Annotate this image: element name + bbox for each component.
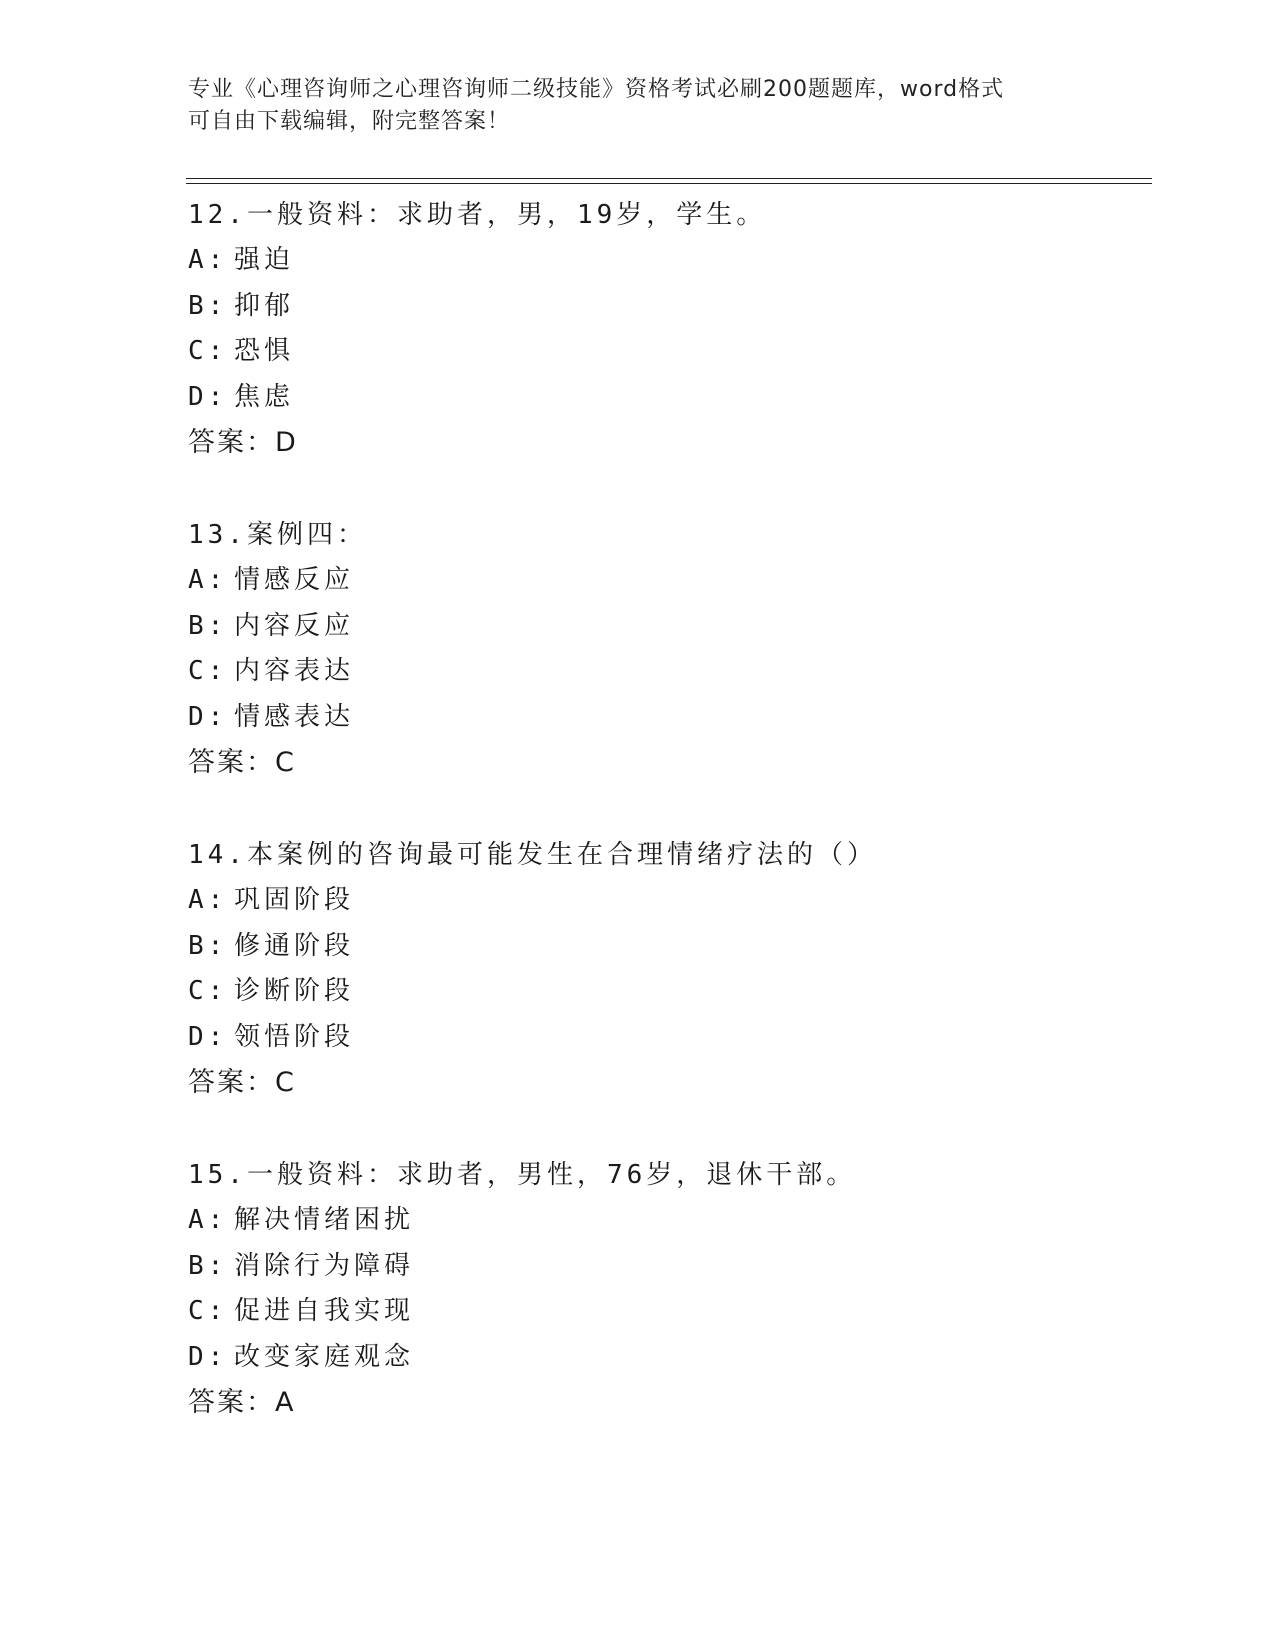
option-letter: D:	[188, 1341, 228, 1372]
option-text: 内容反应	[234, 610, 355, 641]
option-c	[188, 649, 1148, 695]
question-stem: 12.一般资料：求助者，男，19岁，学生。	[188, 200, 767, 230]
option-a	[188, 558, 1148, 604]
option-b	[188, 284, 1148, 330]
answer-line: 答案：C	[188, 1067, 296, 1098]
option-b	[188, 1244, 1148, 1290]
header-divider-bottom	[186, 183, 1152, 184]
option-letter: D:	[188, 1021, 228, 1052]
question-list	[188, 192, 1148, 1472]
option-text: 恐惧	[234, 336, 295, 366]
question-14	[188, 832, 1148, 1106]
option-d	[188, 1335, 1148, 1381]
option-letter: A:	[188, 885, 228, 915]
option-text: 强迫	[234, 245, 295, 275]
option-text: 内容表达	[234, 656, 355, 686]
option-text: 修通阶段	[234, 930, 355, 961]
option-a	[188, 238, 1148, 284]
option-letter: B:	[188, 610, 228, 641]
option-d	[188, 695, 1148, 741]
option-text: 情感表达	[234, 701, 355, 732]
option-d	[188, 1015, 1148, 1061]
option-text: 消除行为障碍	[234, 1250, 415, 1281]
option-text: 抑郁	[234, 290, 295, 321]
option-text: 巩固阶段	[234, 885, 355, 915]
option-b	[188, 924, 1148, 970]
option-letter: D:	[188, 701, 228, 732]
option-text: 改变家庭观念	[234, 1341, 415, 1372]
header-line-1: 专业《心理咨询师之心理咨询师二级技能》资格考试必刷200题题库，word格式	[188, 77, 1005, 102]
option-letter: C:	[188, 976, 228, 1006]
question-12	[188, 192, 1148, 466]
question-15	[188, 1152, 1148, 1426]
option-letter: C:	[188, 656, 228, 686]
option-c	[188, 329, 1148, 375]
question-stem: 14.本案例的咨询最可能发生在合理情绪疗法的（）	[188, 840, 877, 870]
document-header	[188, 74, 1068, 138]
header-line-2: 可自由下载编辑，附完整答案！	[188, 109, 511, 134]
option-c	[188, 969, 1148, 1015]
option-c	[188, 1289, 1148, 1335]
question-stem: 13.案例四：	[188, 520, 367, 550]
question-13	[188, 512, 1148, 786]
option-letter: C:	[188, 336, 228, 366]
option-letter: D:	[188, 381, 228, 412]
header-divider-top	[186, 178, 1152, 179]
option-b	[188, 604, 1148, 650]
option-letter: C:	[188, 1296, 228, 1326]
option-letter: B:	[188, 290, 228, 321]
answer-line: 答案：C	[188, 747, 296, 778]
option-a	[188, 878, 1148, 924]
option-text: 解决情绪困扰	[234, 1205, 415, 1235]
option-letter: A:	[188, 245, 228, 275]
option-text: 领悟阶段	[234, 1021, 355, 1052]
option-letter: A:	[188, 565, 228, 595]
option-letter: B:	[188, 930, 228, 961]
option-d	[188, 375, 1148, 421]
option-letter: B:	[188, 1250, 228, 1281]
option-text: 焦虑	[234, 381, 295, 412]
option-text: 促进自我实现	[234, 1296, 415, 1326]
option-text: 情感反应	[234, 565, 355, 595]
question-stem: 15.一般资料：求助者，男性，76岁，退休干部。	[188, 1160, 857, 1190]
answer-line: 答案：D	[188, 427, 298, 458]
option-text: 诊断阶段	[234, 976, 355, 1006]
answer-line: 答案：A	[188, 1387, 296, 1418]
option-a	[188, 1198, 1148, 1244]
option-letter: A:	[188, 1205, 228, 1235]
